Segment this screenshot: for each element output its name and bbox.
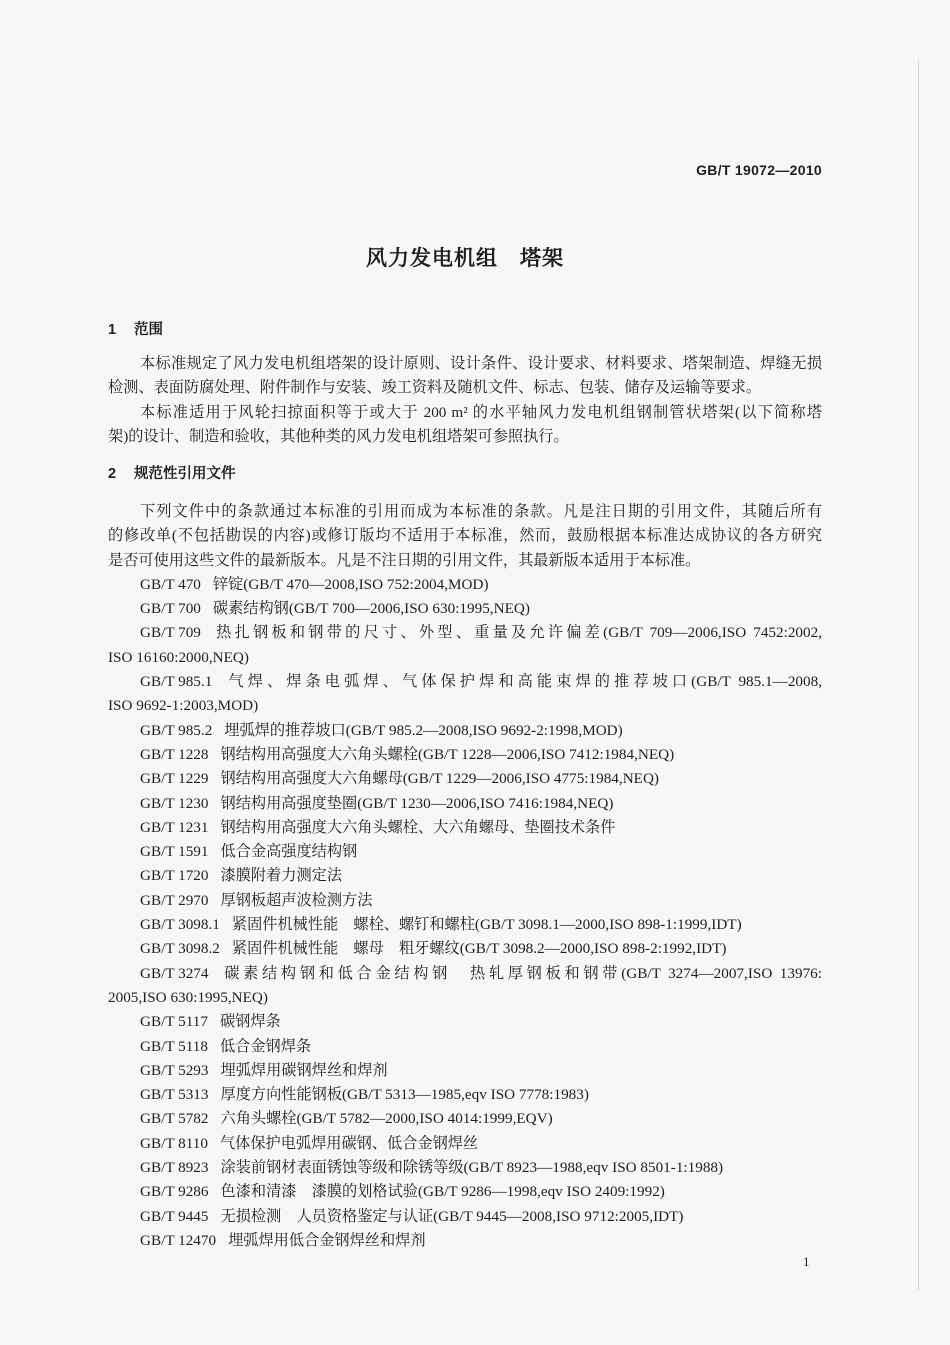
reference-title: 埋弧焊用低合金钢焊丝和焊剂: [228, 1231, 426, 1249]
reference-code: GB/T 1591: [140, 843, 209, 861]
section-title: 范围: [134, 322, 163, 338]
section-2-body: [108, 500, 822, 1253]
reference-item: [108, 1180, 822, 1204]
reference-item: [108, 889, 822, 913]
reference-code: GB/T 5293: [140, 1061, 209, 1079]
section-number: 1: [108, 322, 117, 338]
reference-title: 热扎钢板和钢带的尺寸、外型、重量及允许偏差(GB/T 709—2006,ISO 7452:2002,: [212, 624, 822, 642]
reference-code: GB/T 9445: [140, 1207, 209, 1225]
section-number: 2: [108, 466, 117, 482]
reference-continuation: ISO 16160:2000,NEQ): [108, 648, 249, 666]
reference-item: [108, 840, 822, 864]
reference-title: 低合金高强度结构钢: [220, 843, 358, 861]
reference-code: GB/T 5782: [140, 1110, 209, 1128]
reference-code: GB/T 1228: [140, 745, 209, 763]
reference-title: 锌锭(GB/T 470—2008,ISO 752:2004,MOD): [212, 575, 489, 593]
reference-item: [108, 1205, 822, 1229]
paragraph-line: 检测、表面防腐处理、附件制作与安装、竣工资料及随机文件、标志、包装、储存及运输等要求。: [108, 379, 762, 397]
reference-item: [108, 962, 822, 986]
reference-item: [108, 1059, 822, 1083]
reference-item: [108, 670, 822, 694]
reference-code: GB/T 5118: [140, 1037, 208, 1055]
reference-code: GB/T 9286: [140, 1183, 209, 1201]
reference-code: GB/T 3098.1: [140, 916, 220, 934]
reference-code: GB/T 709: [140, 624, 201, 642]
reference-title: 涂装前钢材表面锈蚀等级和除锈等级(GB/T 8923—1988,eqv ISO 8501-1:1988): [220, 1159, 724, 1177]
reference-code: GB/T 1229: [140, 770, 209, 788]
reference-item: [108, 913, 822, 937]
reference-item: [108, 792, 822, 816]
reference-code: GB/T 5117: [140, 1013, 208, 1031]
reference-code: GB/T 1230: [140, 794, 209, 812]
reference-title: 钢结构用高强度大六角头螺栓(GB/T 1228—2006,ISO 7412:1984,NEQ): [220, 745, 675, 763]
reference-item: [108, 1035, 822, 1059]
reference-title: 碳钢焊条: [219, 1013, 281, 1031]
section-1-heading: [108, 318, 163, 339]
reference-title: 六角头螺栓(GB/T 5782—2000,ISO 4014:1999,EQV): [220, 1110, 553, 1128]
reference-code: GB/T 3098.2: [140, 940, 220, 958]
reference-item: [108, 743, 822, 767]
reference-code: GB/T 5313: [140, 1086, 209, 1104]
reference-title: 低合金钢焊条: [219, 1037, 312, 1055]
paragraph-line: 架)的设计、制造和验收，其他种类的风力发电机组塔架可参照执行。: [108, 427, 569, 445]
reference-item: [108, 573, 822, 597]
paragraph-line: 下列文件中的条款通过本标准的引用而成为本标准的条款。凡是注日期的引用文件，其随后所有: [140, 503, 822, 520]
reference-continuation: 2005,ISO 630:1995,NEQ): [108, 988, 268, 1006]
reference-code: GB/T 8110: [140, 1134, 208, 1152]
reference-code: GB/T 2970: [140, 891, 209, 909]
reference-title: 无损检测 人员资格鉴定与认证(GB/T 9445—2008,ISO 9712:2005,IDT): [220, 1207, 684, 1225]
section-1-body: [108, 352, 822, 449]
reference-code: GB/T 700: [140, 600, 201, 618]
reference-title: 钢结构用高强度大六角螺母(GB/T 1229—2006,ISO 4775:1984,NEQ): [220, 770, 659, 788]
paragraph-line: 的修改单(不包括勘误的内容)或修订版均不适用于本标准，然而，鼓励根据本标准达成协议的各方研究: [108, 527, 822, 545]
reference-title: 厚度方向性能钢板(GB/T 5313—1985,eqv ISO 7778:1983): [220, 1086, 589, 1104]
reference-title: 气体保护电弧焊用碳钢、低合金钢焊丝: [219, 1134, 479, 1152]
reference-item: [108, 1132, 822, 1156]
page-title: 风力发电机组 塔架: [366, 247, 564, 270]
page-number: 1: [803, 1254, 810, 1269]
reference-item: [108, 767, 822, 791]
reference-title: 钢结构用高强度垫圈(GB/T 1230—2006,ISO 7416:1984,NEQ): [220, 794, 614, 812]
section-2-heading: [108, 462, 236, 483]
reference-title: 厚钢板超声波检测方法: [220, 891, 373, 909]
reference-title: 紧固件机械性能 螺母 粗牙螺纹(GB/T 3098.2—2000,ISO 898-2:1992,IDT): [231, 940, 727, 958]
reference-continuation: ISO 9692-1:2003,MOD): [108, 697, 259, 715]
reference-item: [108, 621, 822, 645]
reference-item: [108, 597, 822, 621]
section-title: 规范性引用文件: [134, 466, 236, 482]
reference-title: 碳素结构钢(GB/T 700—2006,ISO 630:1995,NEQ): [212, 600, 530, 618]
reference-code: GB/T 1720: [140, 867, 209, 885]
standard-number: GB/T 19072—2010: [696, 162, 822, 178]
reference-item: [108, 1156, 822, 1180]
reference-item: [108, 937, 822, 961]
reference-title: 碳素结构钢和低合金结构钢 热轧厚钢板和钢带(GB/T 3274—2007,ISO 13976:: [220, 964, 822, 982]
reference-code: GB/T 985.1: [140, 673, 213, 691]
reference-code: GB/T 3274: [140, 964, 209, 982]
reference-code: GB/T 8923: [140, 1159, 209, 1177]
paragraph-line: 是否可使用这些文件的最新版本。凡是不注日期的引用文件，其最新版本适用于本标准。: [108, 551, 701, 569]
reference-title: 漆膜附着力测定法: [220, 867, 342, 885]
reference-title: 气焊、焊条电弧焊、气体保护焊和高能束焊的推荐坡口(GB/T 985.1—2008,: [224, 673, 822, 691]
reference-title: 色漆和清漆 漆膜的划格试验(GB/T 9286—1998,eqv ISO 2409:1992): [220, 1183, 665, 1201]
reference-item: [108, 864, 822, 888]
paragraph-line: 本标准规定了风力发电机组塔架的设计原则、设计条件、设计要求、材料要求、塔架制造、焊缝无损: [140, 355, 822, 372]
reference-item: [108, 1107, 822, 1131]
reference-title: 埋弧焊的推荐坡口(GB/T 985.2—2008,ISO 9692-2:1998,MOD): [224, 721, 623, 739]
reference-code: GB/T 985.2: [140, 721, 213, 739]
reference-code: GB/T 1231: [140, 818, 209, 836]
reference-item: [108, 816, 822, 840]
reference-item: [108, 1229, 822, 1253]
reference-item: [108, 719, 822, 743]
reference-title: 埋弧焊用碳钢焊丝和焊剂: [220, 1061, 388, 1079]
reference-code: GB/T 470: [140, 575, 201, 593]
reference-title: 钢结构用高强度大六角头螺栓、大六角螺母、垫圈技术条件: [220, 818, 616, 836]
reference-item: [108, 1083, 822, 1107]
paragraph-line: 本标准适用于风轮扫掠面积等于或大于 200 m² 的水平轴风力发电机组钢制管状塔架(以下简称塔: [140, 403, 822, 421]
reference-item: [108, 1010, 822, 1034]
reference-title: 紧固件机械性能 螺栓、螺钉和螺柱(GB/T 3098.1—2000,ISO 898-1:1999,IDT): [231, 916, 742, 934]
reference-code: GB/T 12470: [140, 1231, 217, 1249]
